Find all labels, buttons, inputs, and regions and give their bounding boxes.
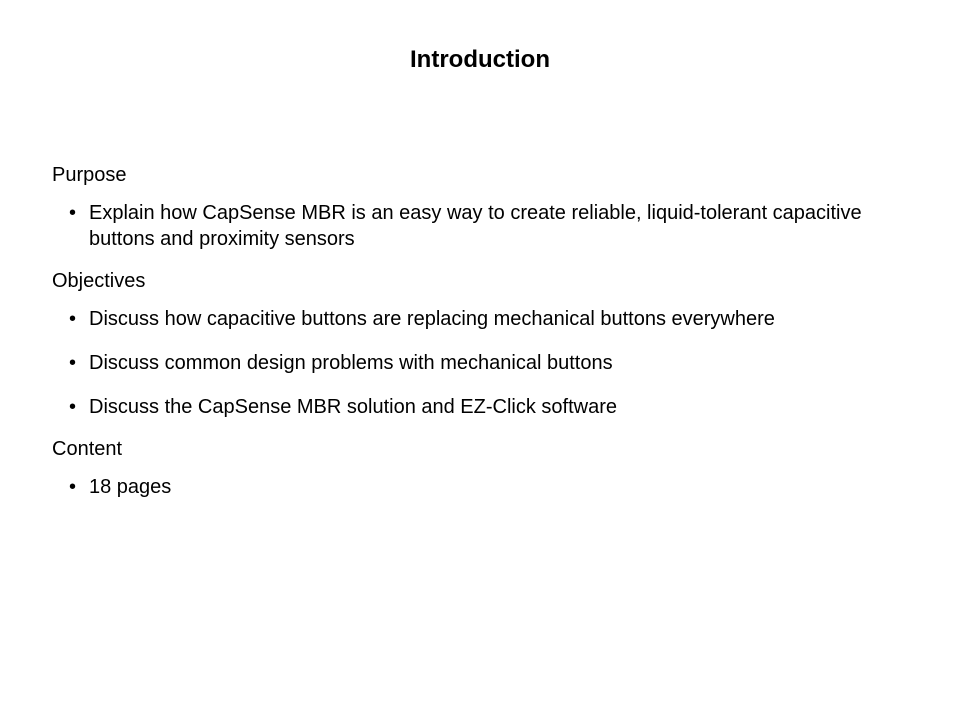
section-heading-content: Content: [52, 438, 123, 460]
bullet-dot-icon: •: [69, 308, 77, 330]
bullet-item: [52, 394, 922, 420]
section-heading-purpose: Purpose: [52, 164, 127, 186]
bullet-text: Discuss the CapSense MBR solution and EZ-Click software: [89, 396, 617, 418]
bullet-dot-icon: •: [69, 202, 77, 224]
bullet-item: [52, 306, 922, 332]
bullet-text: 18 pages: [89, 476, 172, 498]
section-content: [52, 436, 922, 500]
slide-title: Introduction: [410, 46, 550, 73]
section-objectives: [52, 268, 922, 420]
section-purpose: [52, 162, 922, 252]
bullet-item: [52, 474, 922, 500]
bullet-item: [52, 200, 922, 252]
section-heading-objectives: Objectives: [52, 270, 146, 292]
bullet-list-content: [52, 474, 922, 500]
bullet-dot-icon: •: [69, 476, 77, 498]
bullet-list-objectives: [52, 306, 922, 420]
bullet-text: Discuss how capacitive buttons are replacing mechanical buttons everywhere: [89, 308, 775, 330]
bullet-list-purpose: [52, 200, 922, 252]
bullet-text: Explain how CapSense MBR is an easy way to create reliable, liquid-tolerant capacitive buttons and proximity sensors: [89, 202, 862, 250]
bullet-item: [52, 350, 922, 376]
bullet-dot-icon: •: [69, 352, 77, 374]
bullet-text: Discuss common design problems with mechanical buttons: [89, 352, 613, 374]
bullet-dot-icon: •: [69, 396, 77, 418]
slide-content: [52, 162, 922, 516]
